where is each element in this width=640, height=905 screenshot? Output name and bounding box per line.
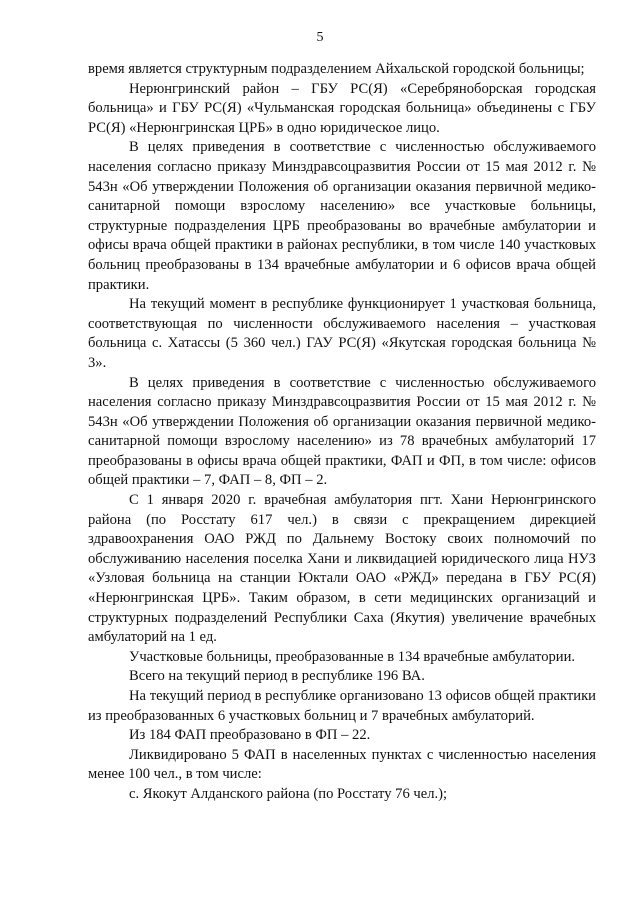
paragraph: время является структурным подразделением Айхальской городской больницы;	[88, 61, 585, 77]
paragraph: В целях приведения в соответствие с численностью обслуживаемого населения согласно приказу Минздравсоцразвития России от 15 мая 2012 г. № 543н «Об утверждении Положения об организации оказания первичной медико-санитарной помощи взрослому населению» все участковые больницы, структурные подразделения ЦРБ преобразованы во врачебные амбулатории и офисы врача общей практики в районах республики, в том числе 140 участковых больниц преобразованы в 134 врачебные амбулатории и 6 офисов врача общей практики.	[88, 139, 596, 293]
paragraph: Нерюнгринский район – ГБУ РС(Я) «Серебряноборская городская больница» и ГБУ РС(Я) «Чульманская городская больница» объединены с ГБУ РС(Я) «Нерюнгринская ЦРБ» в одно юридическое лицо.	[88, 80, 596, 136]
paragraph: В целях приведения в соответствие с численностью обслуживаемого населения согласно приказу Минздравсоцразвития России от 15 мая 2012 г. № 543н «Об утверждении Положения об организации оказания первичной медико-санитарной помощи взрослому населению» из 78 врачебных амбулаторий 17 преобразованы в офисы врача общей практики, ФАП и ФП, в том числе: офисов общей практики – 7, ФАП – 8, ФП – 2.	[88, 374, 596, 489]
paragraph: Ликвидировано 5 ФАП в населенных пунктах с численностью населения менее 100 чел., в том числе:	[88, 746, 596, 783]
paragraph: На текущий период в республике организовано 13 офисов общей практики из преобразованных 6 участковых больниц и 7 врачебных амбулаторий.	[88, 688, 596, 724]
paragraph: С 1 января 2020 г. врачебная амбулатория пгт. Хани Нерюнгринского района (по Росстату 617 чел.) в связи с прекращением дирекцией здравоохранения ОАО РЖД по Дальнему Востоку своих полномочий по обслуживанию населения поселка Хани и ликвидацией юридического лица НУЗ «Узловая больница на станции Юктали ОАО «РЖД» передана в ГБУ РС(Я) «Нерюнгринская ЦРБ». Таким образом, в сети медицинских организаций и структурных подразделений Республики Саха (Якутия) увеличение врачебных амбулаторий на 1 ед.	[88, 492, 596, 646]
paragraph: Всего на текущий период в республике 196 ВА.	[129, 668, 425, 685]
paragraph: Участковые больницы, преобразованные в 134 врачебные амбулатории.	[129, 648, 576, 665]
page-number: 5	[316, 30, 324, 45]
paragraph: На текущий момент в республике функционирует 1 участковая больница, соответствующая по численности обслуживаемого населения – участковая больница с. Хатассы (5 360 чел.) ГАУ РС(Я) «Якутская городская больница № 3».	[88, 296, 596, 371]
document-body	[88, 60, 596, 805]
paragraph: Из 184 ФАП преобразовано в ФП – 22.	[129, 727, 371, 744]
paragraph: с. Якокут Алданского района (по Росстату 76 чел.);	[129, 785, 448, 802]
